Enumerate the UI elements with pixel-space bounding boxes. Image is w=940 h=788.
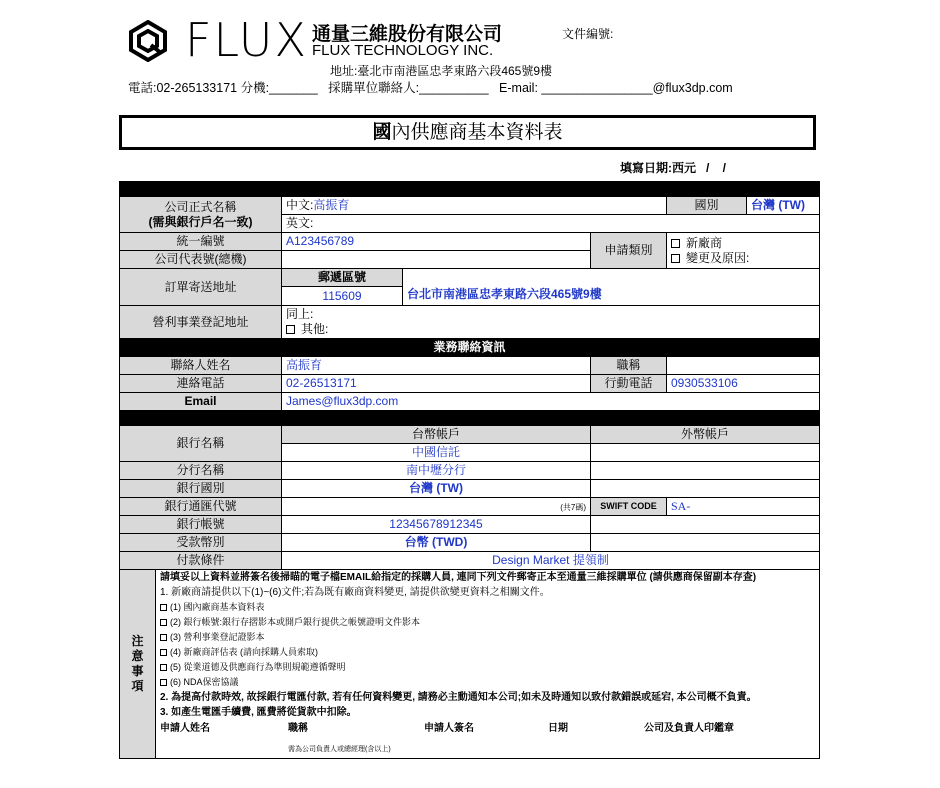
notes-label <box>120 570 156 759</box>
apply-change-label: 變更及原因: <box>686 250 750 265</box>
bank-code-label: 銀行通匯代號 <box>120 498 282 516</box>
company-address: 地址:臺北市南港區忠孝東路六段465號9樓 <box>330 64 553 78</box>
fx-account-header: 外幣帳戶 <box>591 426 820 444</box>
signature-row <box>160 721 815 736</box>
twd-account-header: 台幣帳戶 <box>282 426 591 444</box>
mail-address-label: 訂單寄送地址 <box>120 269 282 306</box>
apply-type-label: 申請類別 <box>591 233 667 269</box>
biz-address-label: 營利事業登記地址 <box>120 306 282 339</box>
business-section-header: 業務聯絡資訊 <box>120 339 820 357</box>
phone-value[interactable]: 02-26513171 <box>282 375 591 393</box>
logo-text: FLUX <box>185 13 308 67</box>
bank-code-field[interactable] <box>282 498 591 516</box>
sig-note: 需為公司負責人或總經理(含以上) <box>288 746 391 753</box>
branch-label: 分行名稱 <box>120 462 282 480</box>
doc-number-label: 文件編號: <box>562 27 614 41</box>
bank-country-value[interactable]: 台灣 (TW) <box>282 480 591 498</box>
branch-value[interactable]: 南中壢分行 <box>282 462 591 480</box>
flux-logo-icon <box>127 20 169 62</box>
bank-name-label: 銀行名稱 <box>120 426 282 462</box>
job-title-label: 職稱 <box>591 357 667 375</box>
phone-label: 連絡電話 <box>120 375 282 393</box>
title-rest: 內供應商基本資料表 <box>391 122 563 143</box>
notes-intro: 請填妥以上資料並將簽名後掃瞄的電子檔EMAIL給指定的採購人員, 連同下列文件郵寄正本至通量三維採購單位 (請供應商保留副本存查) <box>160 572 757 583</box>
postal-code-label: 郵遞區號 <box>282 269 403 287</box>
sig-sign-label: 申請人簽名 <box>424 723 474 734</box>
company-name-cn: 通量三維股份有限公司 <box>312 24 503 45</box>
company-name-cn-field[interactable] <box>282 197 667 215</box>
apply-new-label: 新廠商 <box>686 235 723 250</box>
doc-item-5: (5) 從業道德及供應商行為準則規範遵循聲明 <box>170 662 346 672</box>
contact-name-value[interactable]: 高振育 <box>282 357 591 375</box>
company-name-sub: (需與銀行戶名一致) <box>148 214 253 229</box>
sig-date-label: 日期 <box>548 723 568 734</box>
bank-country-label: 銀行國別 <box>120 480 282 498</box>
uniform-no-label: 統一編號 <box>120 233 282 251</box>
uniform-no-value[interactable]: A123456789 <box>282 233 591 251</box>
cn-value: 高振育 <box>313 198 350 212</box>
bank-name-fx[interactable] <box>591 444 820 462</box>
doc-item-6: (6) NDA保密協議 <box>170 677 239 687</box>
notes-item-1: 1. 新廠商請提供以下(1)~(6)文件;若為既有廠商資料變更, 請提供欲變更資料之相關文件。 <box>160 587 550 598</box>
sig-applicant-label: 申請人姓名 <box>160 723 210 734</box>
company-name-label-text: 公司正式名稱 <box>164 199 237 214</box>
doc-checkbox-4[interactable] <box>160 649 167 656</box>
currency-fx[interactable] <box>591 534 820 552</box>
account-no-label: 銀行帳號 <box>120 516 282 534</box>
apply-type-options <box>667 233 820 269</box>
notes-label-char-4: 項 <box>131 679 144 693</box>
payment-terms-value[interactable]: Design Market 提領制 <box>282 552 820 570</box>
country-value[interactable]: 台灣 (TW) <box>747 197 820 215</box>
branch-fx[interactable] <box>591 462 820 480</box>
mobile-value[interactable]: 0930533106 <box>667 375 820 393</box>
currency-label: 受款幣別 <box>120 534 282 552</box>
notes-item-2: 2. 為提高付款時效, 故採銀行電匯付款, 若有任何資料變更, 請務必主動通知本公司;如未及時通知以致付款錯誤或延宕, 本公司概不負責。 <box>160 692 757 703</box>
checkbox-new[interactable] <box>671 239 680 248</box>
sig-seal-label: 公司及負責人印鑑章 <box>644 723 734 734</box>
notes-doc-list <box>160 600 815 690</box>
email-label: Email <box>120 393 282 411</box>
doc-checkbox-2[interactable] <box>160 619 167 626</box>
doc-item-3: (3) 營利事業登記證影本 <box>170 632 265 642</box>
postal-code-value[interactable]: 115609 <box>282 287 403 306</box>
title-first-char: 國 <box>372 122 392 143</box>
doc-checkbox-1[interactable] <box>160 604 167 611</box>
account-no-value[interactable]: 12345678912345 <box>282 516 591 534</box>
mobile-label: 行動電話 <box>591 375 667 393</box>
biz-same-option[interactable]: 同上: <box>286 307 314 321</box>
doc-item-2: (2) 銀行帳號:銀行存摺影本或開戶銀行提供之帳號證明文件影本 <box>170 617 421 627</box>
swift-value[interactable]: SA- <box>667 498 820 516</box>
sig-title-label: 職稱 <box>288 723 308 734</box>
notes-label-char-3: 事 <box>131 664 144 678</box>
apply-new-option[interactable] <box>671 236 815 251</box>
country-label: 國別 <box>667 197 747 215</box>
email-value[interactable]: James@flux3dp.com <box>282 393 820 411</box>
biz-other-label: 其他: <box>301 322 329 336</box>
rep-no-value[interactable] <box>282 251 591 269</box>
apply-change-option[interactable] <box>671 251 815 266</box>
doc-checkbox-3[interactable] <box>160 634 167 641</box>
notes-label-char-2: 意 <box>131 649 144 663</box>
supplier-form-table <box>119 181 820 759</box>
fill-date: 填寫日期:西元 / / <box>620 161 727 175</box>
doc-item-4: (4) 新廠商評估表 (請向採購人員索取) <box>170 647 318 657</box>
biz-other-option[interactable] <box>286 322 815 337</box>
company-name-label <box>120 197 282 233</box>
form-title <box>119 115 816 150</box>
company-name-en-field[interactable] <box>282 215 820 233</box>
bank-code-note: (共7碼) <box>560 502 586 512</box>
doc-checkbox-5[interactable] <box>160 664 167 671</box>
mail-address-value[interactable]: 台北市南港區忠孝東路六段465號9樓 <box>403 269 820 306</box>
contact-line: 電話:02-265133171 分機:_______ 採購單位聯絡人:__________ E-mail: ________________@flux3dp.com <box>128 81 733 95</box>
notes-label-char-1: 注 <box>131 634 144 648</box>
currency-value[interactable]: 台幣 (TWD) <box>282 534 591 552</box>
company-name-en: FLUX TECHNOLOGY INC. <box>312 42 494 59</box>
top-black-bar <box>120 182 820 197</box>
checkbox-change[interactable] <box>671 254 680 263</box>
bank-name-value[interactable]: 中國信託 <box>282 444 591 462</box>
biz-address-options <box>282 306 820 339</box>
notes-item-3: 3. 如產生電匯手續費, 匯費將從貨款中扣除。 <box>160 707 357 718</box>
doc-checkbox-6[interactable] <box>160 679 167 686</box>
contact-name-label: 聯絡人姓名 <box>120 357 282 375</box>
payment-terms-label: 付款條件 <box>120 552 282 570</box>
job-title-value[interactable] <box>667 357 820 375</box>
checkbox-other[interactable] <box>286 325 295 334</box>
bank-black-bar <box>120 411 820 426</box>
swift-label: SWIFT CODE <box>591 498 667 516</box>
notes-content <box>156 570 820 759</box>
cn-label: 中文: <box>286 198 314 212</box>
en-label: 英文: <box>286 216 314 230</box>
rep-no-label: 公司代表號(總機) <box>120 251 282 269</box>
doc-item-1: (1) 國內廠商基本資料表 <box>170 602 265 612</box>
bank-country-fx[interactable] <box>591 480 820 498</box>
account-no-fx[interactable] <box>591 516 820 534</box>
